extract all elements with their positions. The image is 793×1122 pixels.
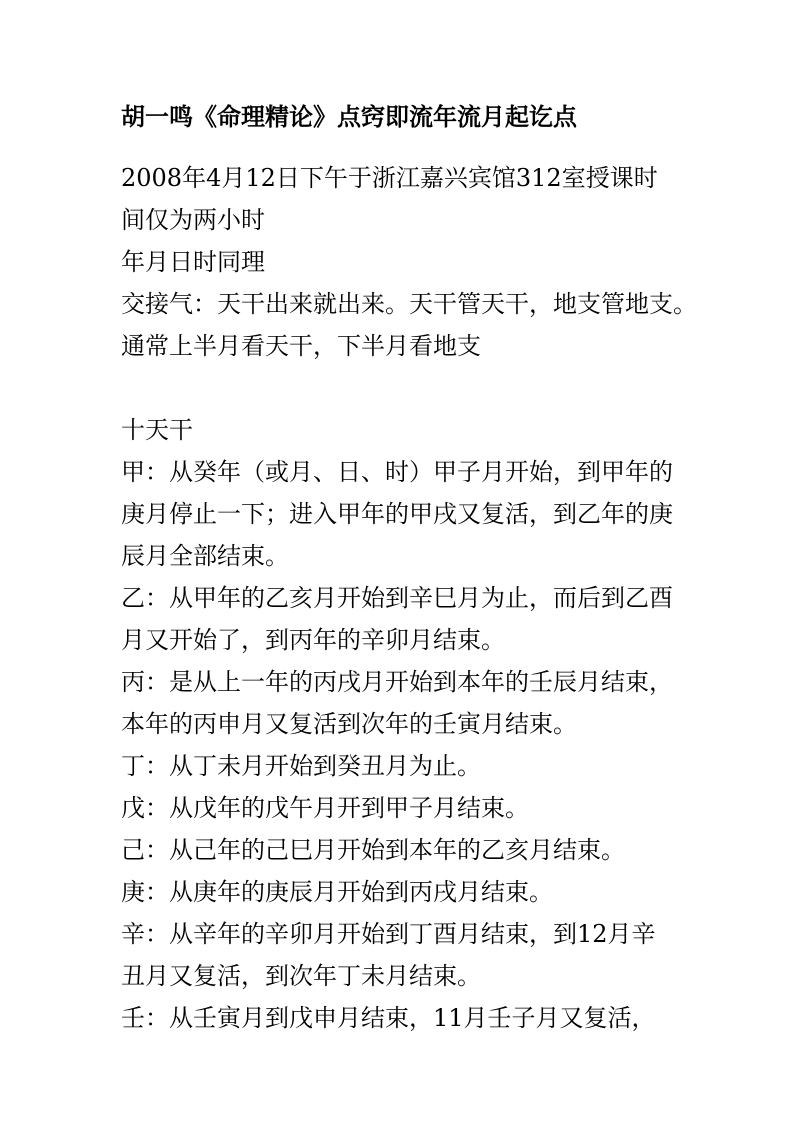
text-line-yi-1: 乙：从甲年的乙亥月开始到辛巳月为止，而后到乙酉	[121, 584, 673, 612]
text-line-bing-2: 本年的丙申月又复活到次年的壬寅月结束。	[121, 710, 577, 738]
text-line-bing-1: 丙：是从上一年的丙戌月开始到本年的壬辰月结束，	[121, 668, 673, 696]
document-title: 胡一鸣《命理精论》点窍即流年流月起讫点	[121, 102, 577, 131]
text-line-ding: 丁：从丁未月开始到癸丑月为止。	[121, 752, 481, 780]
text-line-wu: 戊：从戊年的戊午月开到甲子月结束。	[121, 794, 529, 822]
text-line-ren: 壬：从壬寅月到戊申月结束，11月壬子月又复活，	[121, 1004, 656, 1032]
text-line-yi-2: 月又开始了，到丙年的辛卯月结束。	[121, 626, 505, 654]
text-line-same-principle: 年月日时同理	[121, 248, 265, 276]
text-line-jia-3: 辰月全部结束。	[121, 542, 289, 570]
text-line-jia-2: 庚月停止一下；进入甲年的甲戌又复活，到乙年的庚	[121, 500, 673, 528]
text-line-transition-qi: 交接气：天干出来就出来。天干管天干，地支管地支。	[121, 290, 697, 318]
text-line-geng: 庚：从庚年的庚辰月开始到丙戌月结束。	[121, 878, 553, 906]
text-line-lecture-info-2: 间仅为两小时	[121, 206, 265, 234]
text-line-half-month: 通常上半月看天干，下半月看地支	[121, 332, 481, 360]
text-line-ji: 己：从己年的己巳月开始到本年的乙亥月结束。	[121, 836, 625, 864]
text-line-xin-2: 丑月又复活，到次年丁未月结束。	[121, 962, 481, 990]
text-line-jia-1: 甲：从癸年（或月、日、时）甲子月开始，到甲年的	[121, 458, 673, 486]
text-line-lecture-info-1: 2008年4月12日下午于浙江嘉兴宾馆312室授课时	[121, 164, 658, 192]
text-line-xin-1: 辛：从辛年的辛卯月开始到丁酉月结束，到12月辛	[121, 920, 656, 948]
section-heading-ten-stems: 十天干	[121, 416, 193, 444]
